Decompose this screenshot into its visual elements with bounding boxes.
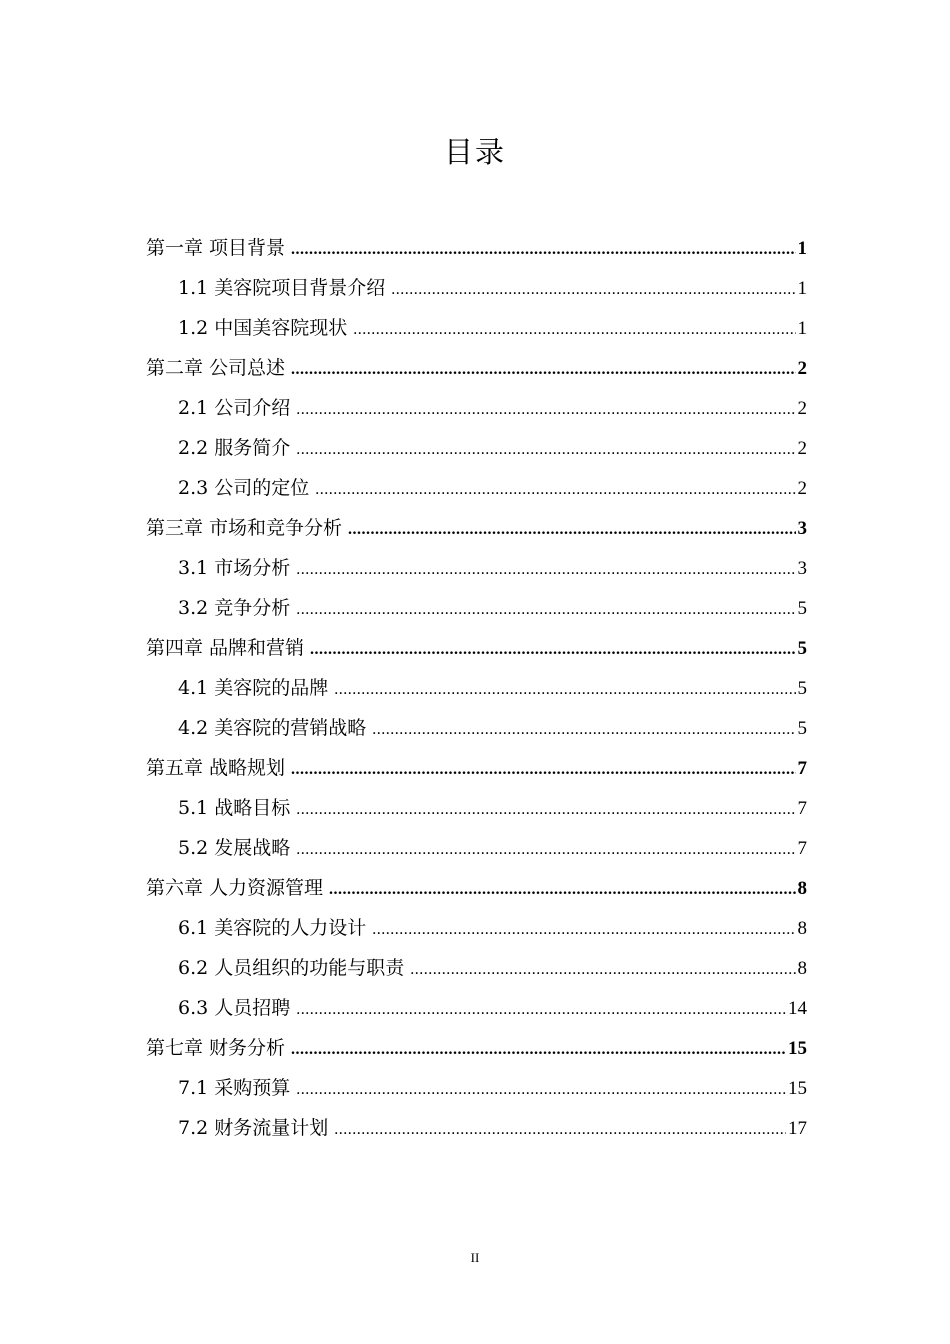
toc-entry-chapter-7[interactable] [146,1028,807,1068]
toc-dot-leader [296,990,786,1030]
toc-entry-page: 1 [797,318,807,339]
toc-title: 目录 [443,135,506,169]
toc-entry-label: 第一章 项目背景 [146,237,286,259]
toc-entry-section-7-1[interactable] [146,1068,807,1108]
toc-dot-leader [334,670,795,710]
toc-entry-label: 1.2 中国美容院现状 [178,317,348,339]
toc-entry-label: 第七章 财务分析 [146,1037,286,1059]
toc-entry-label: 4.2 美容院的营销战略 [178,717,367,739]
toc-entry-label: 2.3 公司的定位 [178,477,310,499]
toc-entry-label: 第四章 品牌和营销 [146,637,305,659]
toc-entry-chapter-4[interactable] [146,628,807,668]
table-of-contents [146,228,807,1148]
toc-entry-label: 6.2 人员组织的功能与职责 [178,957,405,979]
page-number: II [470,1250,480,1265]
toc-entry-label: 3.1 市场分析 [178,557,291,579]
toc-entry-label: 5.2 发展战略 [178,837,291,859]
toc-entry-page: 8 [797,958,807,979]
toc-entry-page: 5 [797,678,807,699]
toc-entry-label: 3.2 竞争分析 [178,597,291,619]
toc-entry-section-2-1[interactable] [146,388,807,428]
toc-dot-leader [296,430,795,470]
toc-entry-section-2-3[interactable] [146,468,807,508]
toc-entry-page: 14 [788,998,807,1019]
toc-entry-section-1-2[interactable] [146,308,807,348]
toc-dot-leader [315,470,795,510]
toc-entry-page: 5 [797,718,807,739]
toc-entry-label: 2.1 公司介绍 [178,397,291,419]
toc-entry-page: 3 [797,558,807,579]
toc-entry-section-5-2[interactable] [146,828,807,868]
toc-entry-page: 7 [797,798,807,819]
toc-dot-leader [291,750,795,790]
toc-entry-label: 6.1 美容院的人力设计 [178,917,367,939]
toc-entry-label: 7.2 财务流量计划 [178,1117,329,1139]
toc-entry-section-5-1[interactable] [146,788,807,828]
toc-entry-label: 第六章 人力资源管理 [146,877,324,899]
toc-entry-section-4-2[interactable] [146,708,807,748]
toc-entry-page: 7 [797,758,807,779]
toc-dot-leader [372,910,795,950]
toc-dot-leader [291,1030,786,1070]
toc-entry-label: 1.1 美容院项目背景介绍 [178,277,386,299]
toc-entry-chapter-2[interactable] [146,348,807,388]
toc-dot-leader [296,390,795,430]
toc-dot-leader [291,230,795,270]
toc-dot-leader [329,870,795,910]
toc-entry-section-6-3[interactable] [146,988,807,1028]
toc-dot-leader [410,950,795,990]
toc-entry-page: 5 [797,598,807,619]
toc-entry-label: 2.2 服务简介 [178,437,291,459]
toc-entry-page: 2 [797,478,807,499]
toc-dot-leader [296,550,795,590]
toc-entry-page: 1 [797,278,807,299]
toc-entry-section-3-1[interactable] [146,548,807,588]
toc-dot-leader [296,590,795,630]
toc-entry-section-4-1[interactable] [146,668,807,708]
toc-entry-label: 7.1 采购预算 [178,1077,291,1099]
toc-dot-leader [296,830,795,870]
toc-entry-section-6-1[interactable] [146,908,807,948]
toc-entry-label: 5.1 战略目标 [178,797,291,819]
toc-entry-page: 7 [797,838,807,859]
toc-dot-leader [372,710,795,750]
toc-entry-label: 第二章 公司总述 [146,357,286,379]
toc-entry-page: 8 [797,918,807,939]
toc-dot-leader [296,1070,786,1110]
toc-entry-section-1-1[interactable] [146,268,807,308]
toc-dot-leader [353,310,795,350]
toc-entry-section-7-2[interactable] [146,1108,807,1148]
toc-entry-section-6-2[interactable] [146,948,807,988]
toc-entry-page: 2 [797,358,807,379]
toc-entry-label: 第三章 市场和竞争分析 [146,517,343,539]
toc-entry-page: 8 [797,878,807,899]
toc-dot-leader [391,270,795,310]
toc-entry-label: 4.1 美容院的品牌 [178,677,329,699]
toc-entry-page: 5 [797,638,807,659]
toc-entry-chapter-6[interactable] [146,868,807,908]
toc-entry-page: 15 [788,1038,807,1059]
toc-dot-leader [348,510,795,550]
toc-entry-page: 2 [797,438,807,459]
toc-entry-section-2-2[interactable] [146,428,807,468]
toc-dot-leader [296,790,795,830]
toc-dot-leader [291,350,795,390]
toc-entry-page: 3 [797,518,807,539]
toc-entry-page: 15 [788,1078,807,1099]
toc-dot-leader [334,1110,786,1150]
toc-entry-page: 1 [797,238,807,259]
toc-entry-chapter-5[interactable] [146,748,807,788]
toc-entry-chapter-1[interactable] [146,228,807,268]
toc-dot-leader [310,630,795,670]
toc-entry-page: 2 [797,398,807,419]
toc-entry-chapter-3[interactable] [146,508,807,548]
toc-entry-page: 17 [788,1118,807,1139]
toc-entry-label: 6.3 人员招聘 [178,997,291,1019]
toc-entry-section-3-2[interactable] [146,588,807,628]
toc-entry-label: 第五章 战略规划 [146,757,286,779]
